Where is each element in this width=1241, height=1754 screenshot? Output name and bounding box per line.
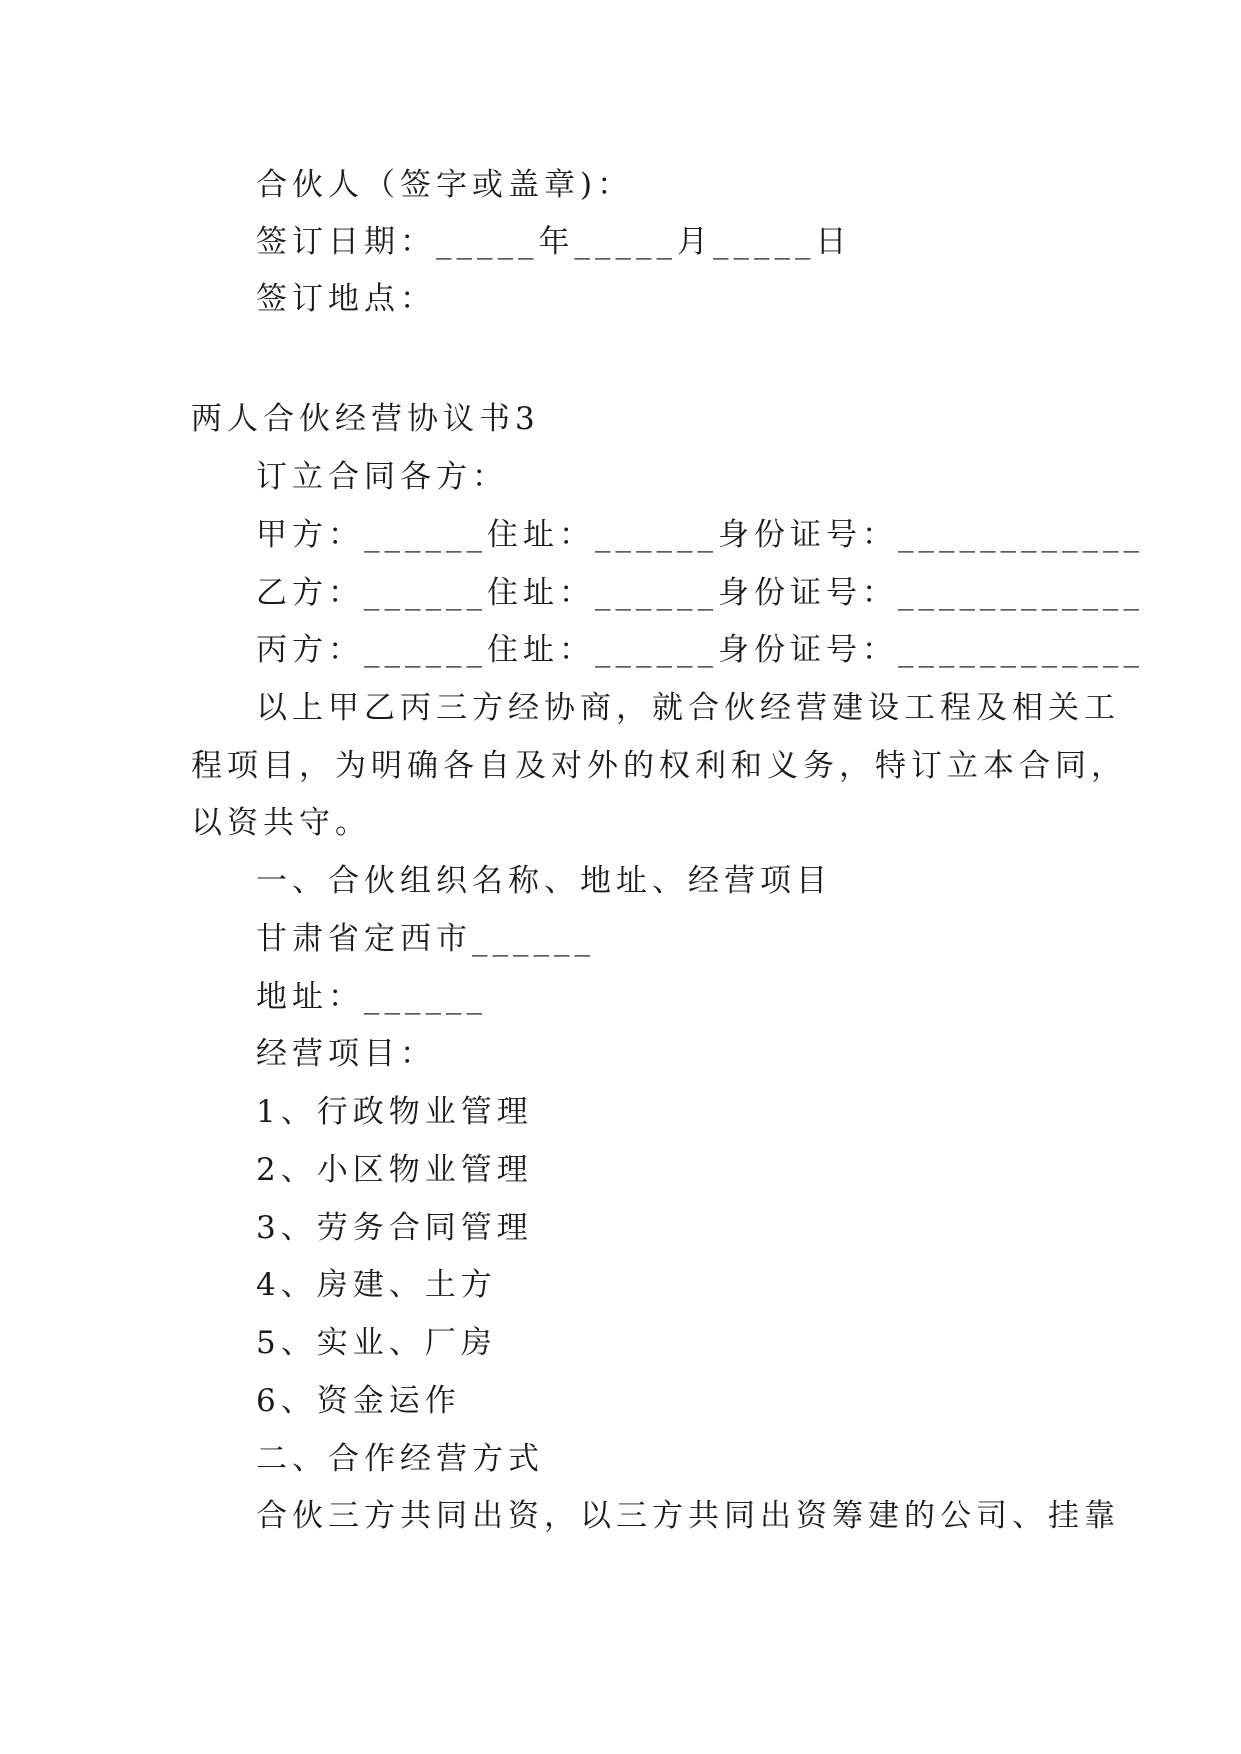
section-one-title: 一、合伙组织名称、地址、经营项目 — [256, 863, 832, 899]
preamble-line-2: 程项目，为明确各自及对外的权利和义务，特订立本合同， — [191, 748, 1127, 784]
party-a-line: 甲方：______住址：______身份证号：____________ — [256, 517, 1144, 553]
signing-place-line: 签订地点： — [256, 281, 436, 317]
business-item: 6、资金运作 — [256, 1383, 461, 1419]
party-c-line: 丙方：______住址：______身份证号：____________ — [256, 632, 1144, 668]
business-items-label: 经营项目： — [256, 1036, 436, 1072]
section-two-text: 合伙三方共同出资，以三方共同出资筹建的公司、挂靠 — [256, 1498, 1120, 1534]
preamble-line-1: 以上甲乙丙三方经协商，就合伙经营建设工程及相关工 — [256, 690, 1120, 726]
parties-intro: 订立合同各方： — [256, 459, 508, 495]
organization-address-line: 地址：______ — [256, 979, 487, 1015]
partners-signature-line: 合伙人（签字或盖章)： — [256, 167, 634, 203]
organization-name-line: 甘肃省定西市______ — [256, 921, 595, 957]
business-item: 1、行政物业管理 — [256, 1094, 533, 1130]
signing-date-line: 签订日期：_____年_____月_____日 — [256, 224, 852, 260]
document-heading: 两人合伙经营协议书3 — [191, 401, 540, 437]
business-item: 5、实业、厂房 — [256, 1325, 497, 1361]
business-item: 4、房建、土方 — [256, 1267, 497, 1303]
preamble-line-3: 以资共守。 — [191, 805, 371, 841]
section-two-title: 二、合作经营方式 — [256, 1441, 544, 1477]
business-item: 2、小区物业管理 — [256, 1152, 533, 1188]
party-b-line: 乙方：______住址：______身份证号：____________ — [256, 575, 1144, 611]
business-item: 3、劳务合同管理 — [256, 1210, 533, 1246]
